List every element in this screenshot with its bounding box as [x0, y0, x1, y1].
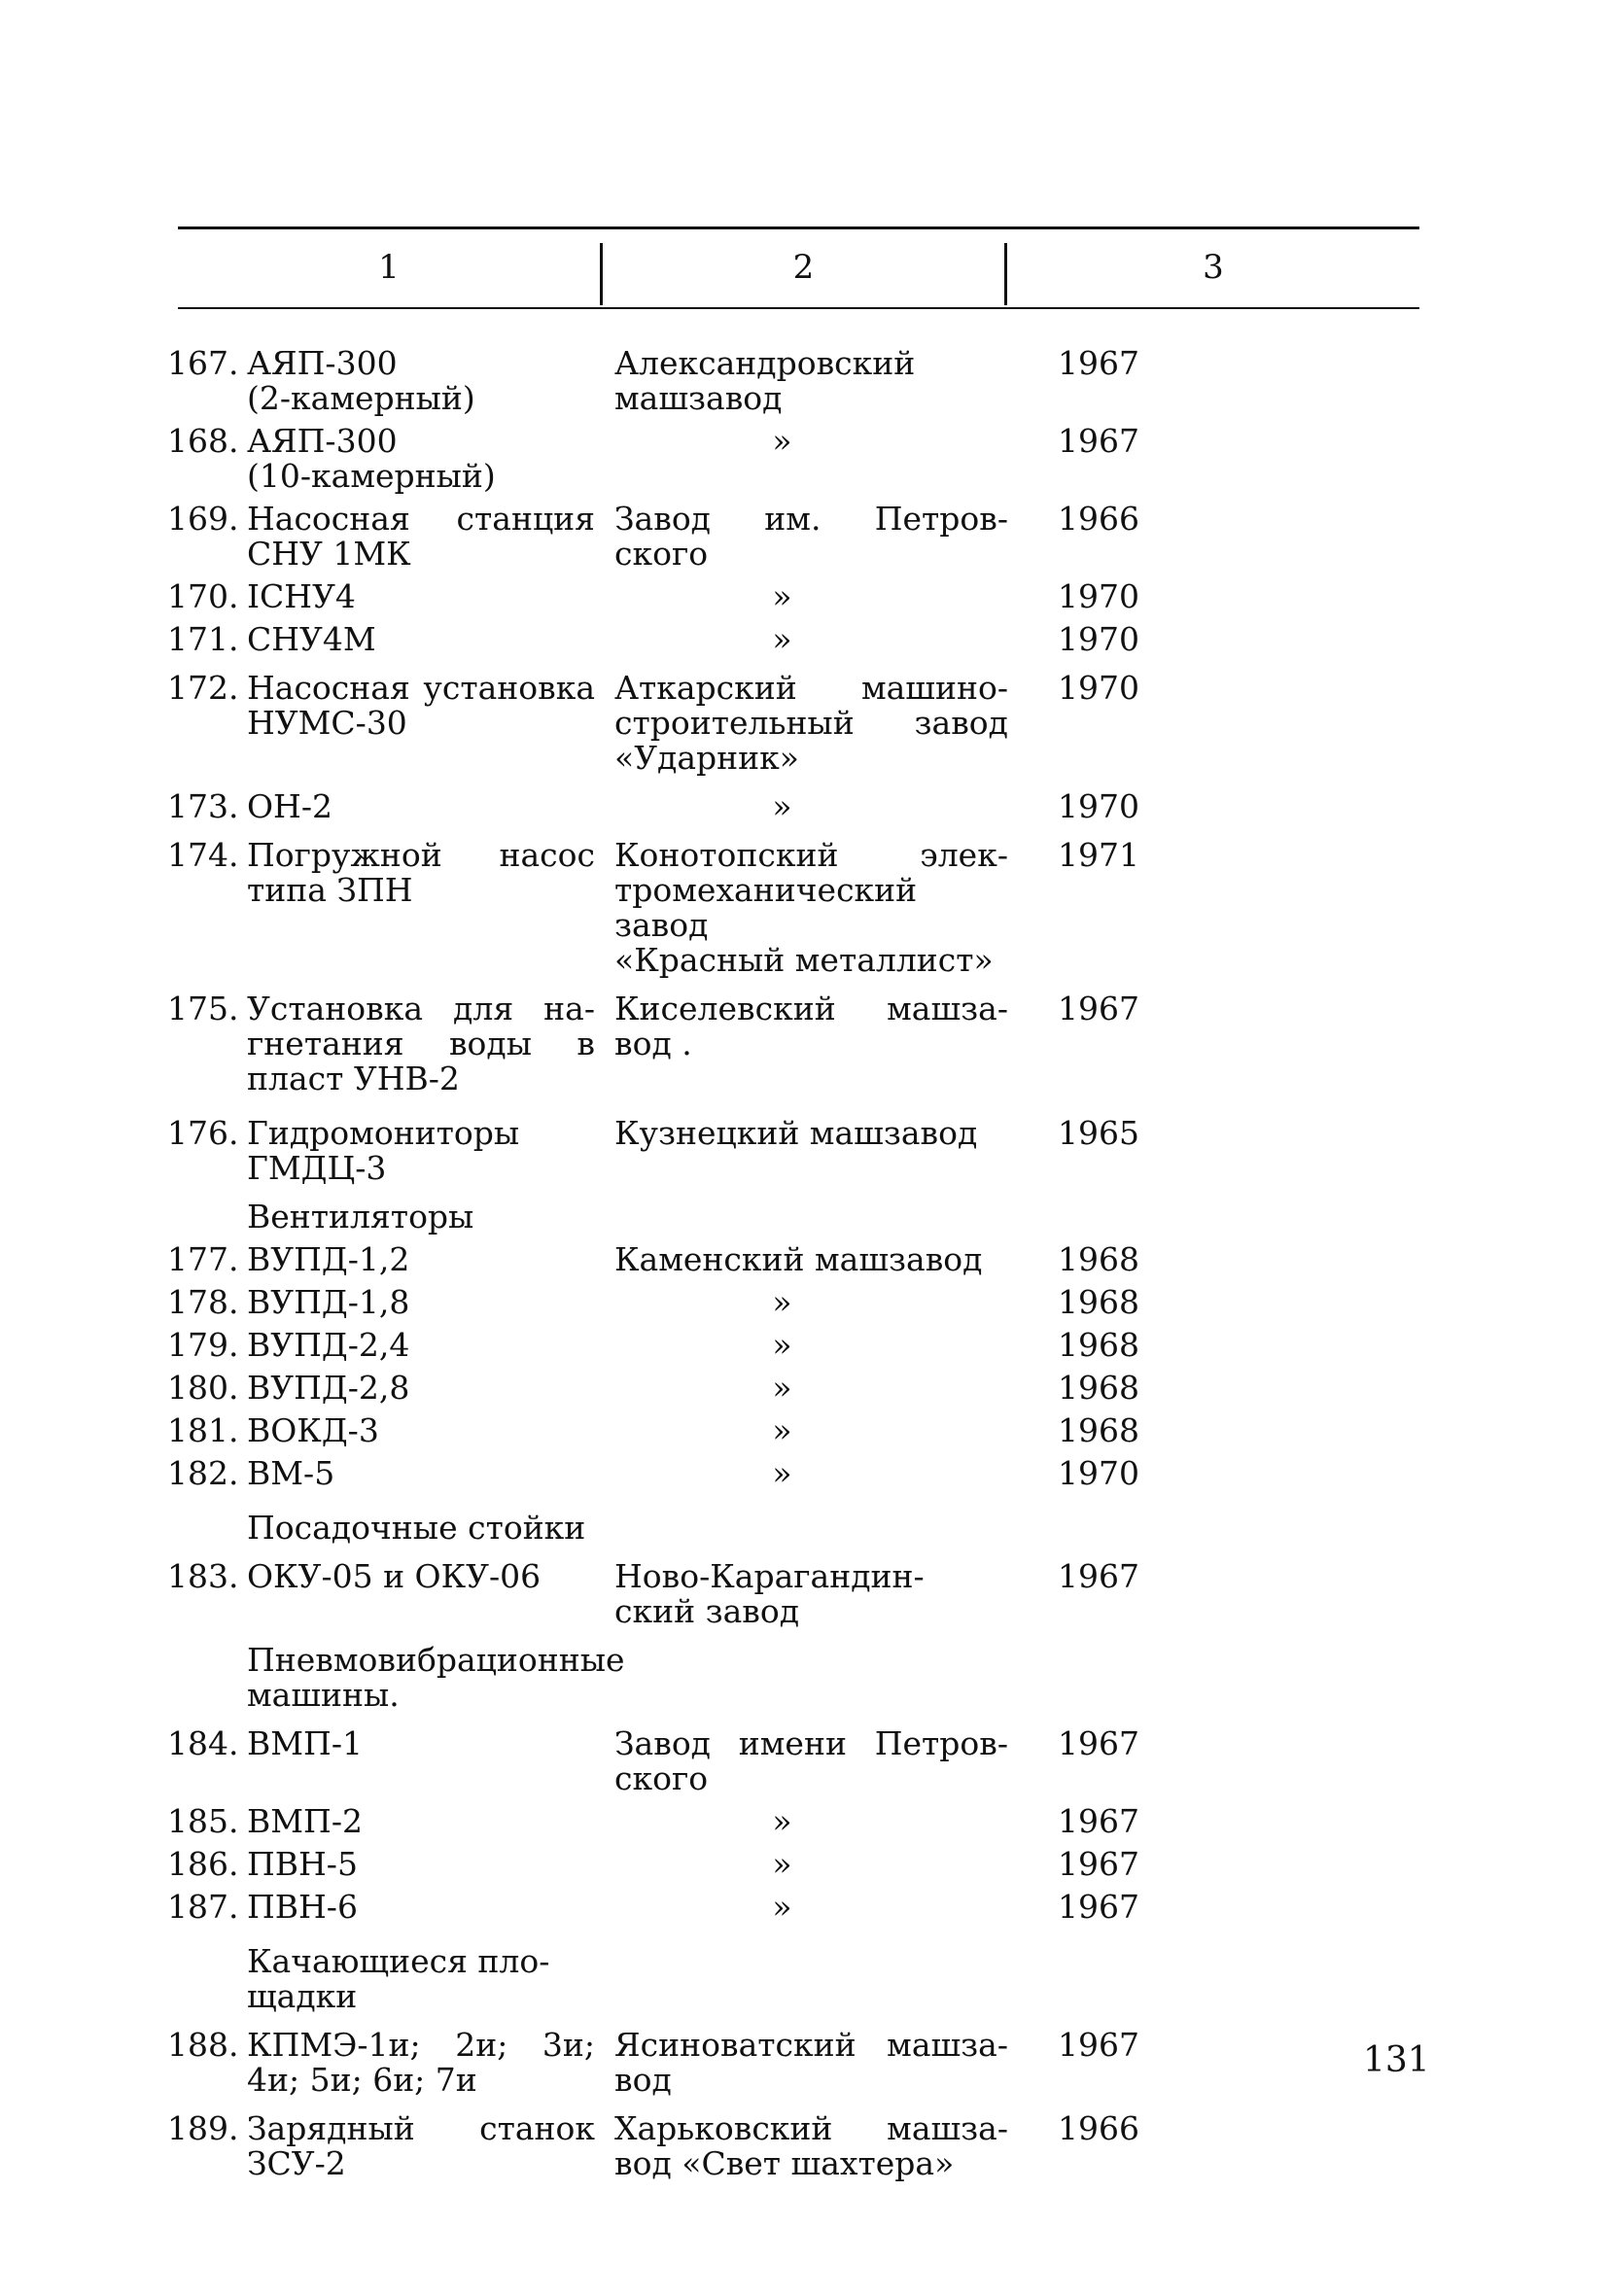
manufacturer-line: ского [614, 1759, 709, 1797]
manufacturer [595, 346, 1008, 416]
equipment-name-line: ВМ-5 [247, 1454, 335, 1492]
equipment-name [247, 1804, 595, 1839]
equipment-name-line: ГМДЦ-3 [247, 1149, 387, 1187]
equipment-name [247, 789, 595, 824]
year: 1967 [1058, 2026, 1139, 2064]
section-title: Качающиеся пло- щадки [247, 1942, 550, 2015]
table-row [167, 579, 1246, 614]
equipment-name-line: Насосная станция [247, 500, 595, 538]
manufacturer-line: » [772, 1369, 792, 1407]
equipment-name-line: ПВН-5 [247, 1845, 358, 1883]
section-title: Пневмовибрационные машины. [247, 1641, 625, 1714]
section-heading [167, 1643, 1246, 1713]
equipment-name [247, 671, 595, 741]
equipment-name [247, 1371, 595, 1406]
equipment-name [247, 502, 595, 572]
section-title: Вентиляторы [247, 1198, 474, 1235]
table-row [167, 789, 1246, 824]
year: 1967 [1058, 344, 1139, 382]
year: 1970 [1058, 620, 1139, 658]
manufacturer-line: строительный завод [614, 704, 1008, 742]
row-number: 173. [167, 787, 239, 825]
table-row [167, 622, 1246, 657]
row-number: 187. [167, 1888, 239, 1926]
equipment-name [247, 1328, 595, 1363]
manufacturer-line: Харьковский машза- [614, 2109, 1008, 2147]
year: 1968 [1058, 1240, 1139, 1278]
equipment-name-line: ВУПД-1,2 [247, 1240, 410, 1278]
manufacturer-line: вод . [614, 1025, 692, 1062]
manufacturer-line: «Ударник» [614, 739, 799, 777]
year: 1967 [1058, 422, 1139, 460]
row-number: 170. [167, 577, 239, 615]
manufacturer-line: » [772, 577, 792, 615]
manufacturer-line: Аткарский машино- [614, 669, 1008, 707]
equipment-name [247, 838, 595, 908]
equipment-name-line: АЯП-300 [247, 344, 398, 382]
equipment-name [247, 424, 595, 494]
table-row [167, 1804, 1246, 1839]
year: 1965 [1058, 1114, 1139, 1152]
manufacturer-line: Киселевский машза- [614, 990, 1008, 1027]
row-number: 176. [167, 1114, 239, 1152]
manufacturer-line: » [772, 1802, 792, 1840]
column-header-3: 3 [1203, 248, 1224, 287]
equipment-name-line: ВУПД-1,8 [247, 1283, 410, 1321]
equipment-name [247, 1726, 595, 1761]
equipment-name [247, 2028, 595, 2098]
equipment-name-line: Установка для на- [247, 990, 595, 1027]
equipment-name [247, 622, 595, 657]
table-row [167, 991, 1246, 1096]
table-row [167, 838, 1246, 978]
manufacturer-line: вод «Свет шахтера» [614, 2144, 955, 2182]
equipment-name-line: СНУ 1МК [247, 535, 411, 573]
manufacturer-line: » [772, 787, 792, 825]
row-number: 167. [167, 344, 239, 382]
equipment-name-line: пласт УНВ-2 [247, 1060, 460, 1097]
year: 1967 [1058, 1888, 1139, 1926]
manufacturer [595, 1285, 1008, 1320]
table-row [167, 346, 1246, 416]
manufacturer [595, 789, 1008, 824]
equipment-name-line: ОН-2 [247, 787, 332, 825]
equipment-name-line: гнетания воды в [247, 1025, 595, 1062]
row-number: 183. [167, 1557, 239, 1595]
equipment-name-line: ВМП-1 [247, 1724, 363, 1762]
equipment-name-line: 4и; 5и; 6и; 7и [247, 2061, 477, 2099]
equipment-table [167, 346, 1246, 2181]
equipment-name-line: ПВН-6 [247, 1888, 358, 1926]
row-number: 180. [167, 1369, 239, 1407]
manufacturer [595, 1847, 1008, 1882]
manufacturer-line: » [772, 1845, 792, 1883]
manufacturer-line: » [772, 1454, 792, 1492]
equipment-name [247, 346, 595, 416]
manufacturer-line: машзавод [614, 379, 783, 417]
equipment-name [247, 1413, 595, 1448]
equipment-name [247, 1559, 595, 1594]
equipment-name-line: НУМС-30 [247, 704, 407, 742]
row-number: 175. [167, 990, 239, 1027]
table-row [167, 2028, 1246, 2098]
row-number: 188. [167, 2026, 239, 2064]
manufacturer-line: Конотопский элек- [614, 836, 1008, 874]
manufacturer-line: Александровский [614, 344, 916, 382]
table-row [167, 1285, 1246, 1320]
manufacturer [595, 838, 1008, 978]
manufacturer [595, 2111, 1008, 2181]
table-row [167, 1328, 1246, 1363]
equipment-name [247, 1285, 595, 1320]
year: 1968 [1058, 1326, 1139, 1364]
year: 1968 [1058, 1283, 1139, 1321]
equipment-name [247, 991, 595, 1096]
manufacturer-line: » [772, 1411, 792, 1449]
manufacturer-line: ский завод [614, 1592, 800, 1630]
table-row [167, 1456, 1246, 1491]
manufacturer [595, 1804, 1008, 1839]
equipment-name-line: ВМП-2 [247, 1802, 363, 1840]
equipment-name-line: ОКУ-05 и ОКУ-06 [247, 1557, 542, 1595]
manufacturer [595, 671, 1008, 776]
table-row [167, 671, 1246, 776]
equipment-name [247, 1242, 595, 1277]
manufacturer-line: Завод имени Петров- [614, 1724, 1008, 1762]
equipment-name [247, 1116, 595, 1186]
manufacturer-line: » [772, 1326, 792, 1364]
equipment-name-line: Насосная установка [247, 669, 595, 707]
row-number: 181. [167, 1411, 239, 1449]
year: 1970 [1058, 1454, 1139, 1492]
table-row [167, 424, 1246, 494]
manufacturer [595, 1413, 1008, 1448]
manufacturer-line: Ясиноватский машза- [614, 2026, 1008, 2064]
manufacturer-line: » [772, 1283, 792, 1321]
year: 1967 [1058, 990, 1139, 1027]
equipment-name-line: Гидромониторы [247, 1114, 520, 1152]
equipment-name-line: ВОКД-3 [247, 1411, 379, 1449]
row-number: 182. [167, 1454, 239, 1492]
row-number: 172. [167, 669, 239, 707]
manufacturer [595, 1371, 1008, 1406]
manufacturer [595, 1559, 1008, 1629]
manufacturer [595, 1242, 1008, 1277]
section-heading [167, 1944, 1246, 2014]
row-number: 189. [167, 2109, 239, 2147]
table-row [167, 502, 1246, 572]
equipment-name-line: ЗСУ-2 [247, 2144, 346, 2182]
row-number: 178. [167, 1283, 239, 1321]
table-row [167, 1726, 1246, 1796]
manufacturer-line: ского [614, 535, 709, 573]
manufacturer-line: » [772, 1888, 792, 1926]
manufacturer [595, 1890, 1008, 1925]
equipment-name [247, 1456, 595, 1491]
equipment-name-line: Зарядный станок [247, 2109, 595, 2147]
manufacturer [595, 1116, 1008, 1151]
table-row [167, 1371, 1246, 1406]
section-heading [167, 1200, 1246, 1235]
manufacturer-line: Кузнецкий машзавод [614, 1114, 978, 1152]
equipment-name-line: ВУПД-2,8 [247, 1369, 410, 1407]
manufacturer-line: вод [614, 2061, 672, 2099]
manufacturer-line: Завод им. Петров- [614, 500, 1008, 538]
column-header-2: 2 [792, 248, 815, 287]
equipment-name [247, 2111, 595, 2181]
table-row [167, 2111, 1246, 2181]
header-top-rule [178, 226, 1419, 229]
equipment-name-line: (10-камерный) [247, 457, 496, 495]
manufacturer-line: Ново-Карагандин- [614, 1557, 925, 1595]
equipment-name [247, 579, 595, 614]
year: 1967 [1058, 1845, 1139, 1883]
manufacturer [595, 1726, 1008, 1796]
year: 1967 [1058, 1557, 1139, 1595]
manufacturer-line: «Красный металлист» [614, 941, 994, 979]
page-number: 131 [1363, 2040, 1430, 2080]
year: 1968 [1058, 1369, 1139, 1407]
equipment-name-line: (2-камерный) [247, 379, 475, 417]
equipment-name-line: КПМЭ-1и; 2и; 3и; [247, 2026, 595, 2064]
equipment-name [247, 1890, 595, 1925]
column-header-1: 1 [378, 248, 400, 287]
table-row [167, 1890, 1246, 1925]
manufacturer [595, 622, 1008, 657]
row-number: 186. [167, 1845, 239, 1883]
manufacturer [595, 2028, 1008, 2098]
manufacturer [595, 424, 1008, 459]
row-number: 179. [167, 1326, 239, 1364]
table-row [167, 1559, 1246, 1629]
header-bottom-rule [178, 307, 1419, 309]
manufacturer-line: Каменский машзавод [614, 1240, 983, 1278]
manufacturer-line: тромеханический завод [614, 871, 918, 944]
year: 1970 [1058, 577, 1139, 615]
manufacturer [595, 991, 1008, 1061]
year: 1967 [1058, 1724, 1139, 1762]
manufacturer [595, 1328, 1008, 1363]
table-row [167, 1847, 1246, 1882]
year: 1966 [1058, 2109, 1139, 2147]
row-number: 185. [167, 1802, 239, 1840]
equipment-name-line: ВУПД-2,4 [247, 1326, 410, 1364]
row-number: 168. [167, 422, 239, 460]
row-number: 169. [167, 500, 239, 538]
equipment-name-line: ICНУ4 [247, 577, 356, 615]
table-row [167, 1242, 1246, 1277]
equipment-name-line: типа ЗПН [247, 871, 413, 909]
manufacturer-line: » [772, 422, 792, 460]
year: 1968 [1058, 1411, 1139, 1449]
year: 1971 [1058, 836, 1139, 874]
equipment-name [247, 1847, 595, 1882]
manufacturer [595, 579, 1008, 614]
manufacturer [595, 502, 1008, 572]
equipment-name-line: СНУ4М [247, 620, 376, 658]
row-number: 184. [167, 1724, 239, 1762]
manufacturer-line: » [772, 620, 792, 658]
equipment-name-line: Погружной насос [247, 836, 595, 874]
row-number: 171. [167, 620, 239, 658]
year: 1966 [1058, 500, 1139, 538]
row-number: 174. [167, 836, 239, 874]
section-heading [167, 1511, 1246, 1546]
table-row [167, 1413, 1246, 1448]
equipment-name-line: АЯП-300 [247, 422, 398, 460]
manufacturer [595, 1456, 1008, 1491]
section-title: Посадочные стойки [247, 1509, 586, 1547]
row-number: 177. [167, 1240, 239, 1278]
year: 1967 [1058, 1802, 1139, 1840]
year: 1970 [1058, 669, 1139, 707]
year: 1970 [1058, 787, 1139, 825]
table-row [167, 1116, 1246, 1186]
